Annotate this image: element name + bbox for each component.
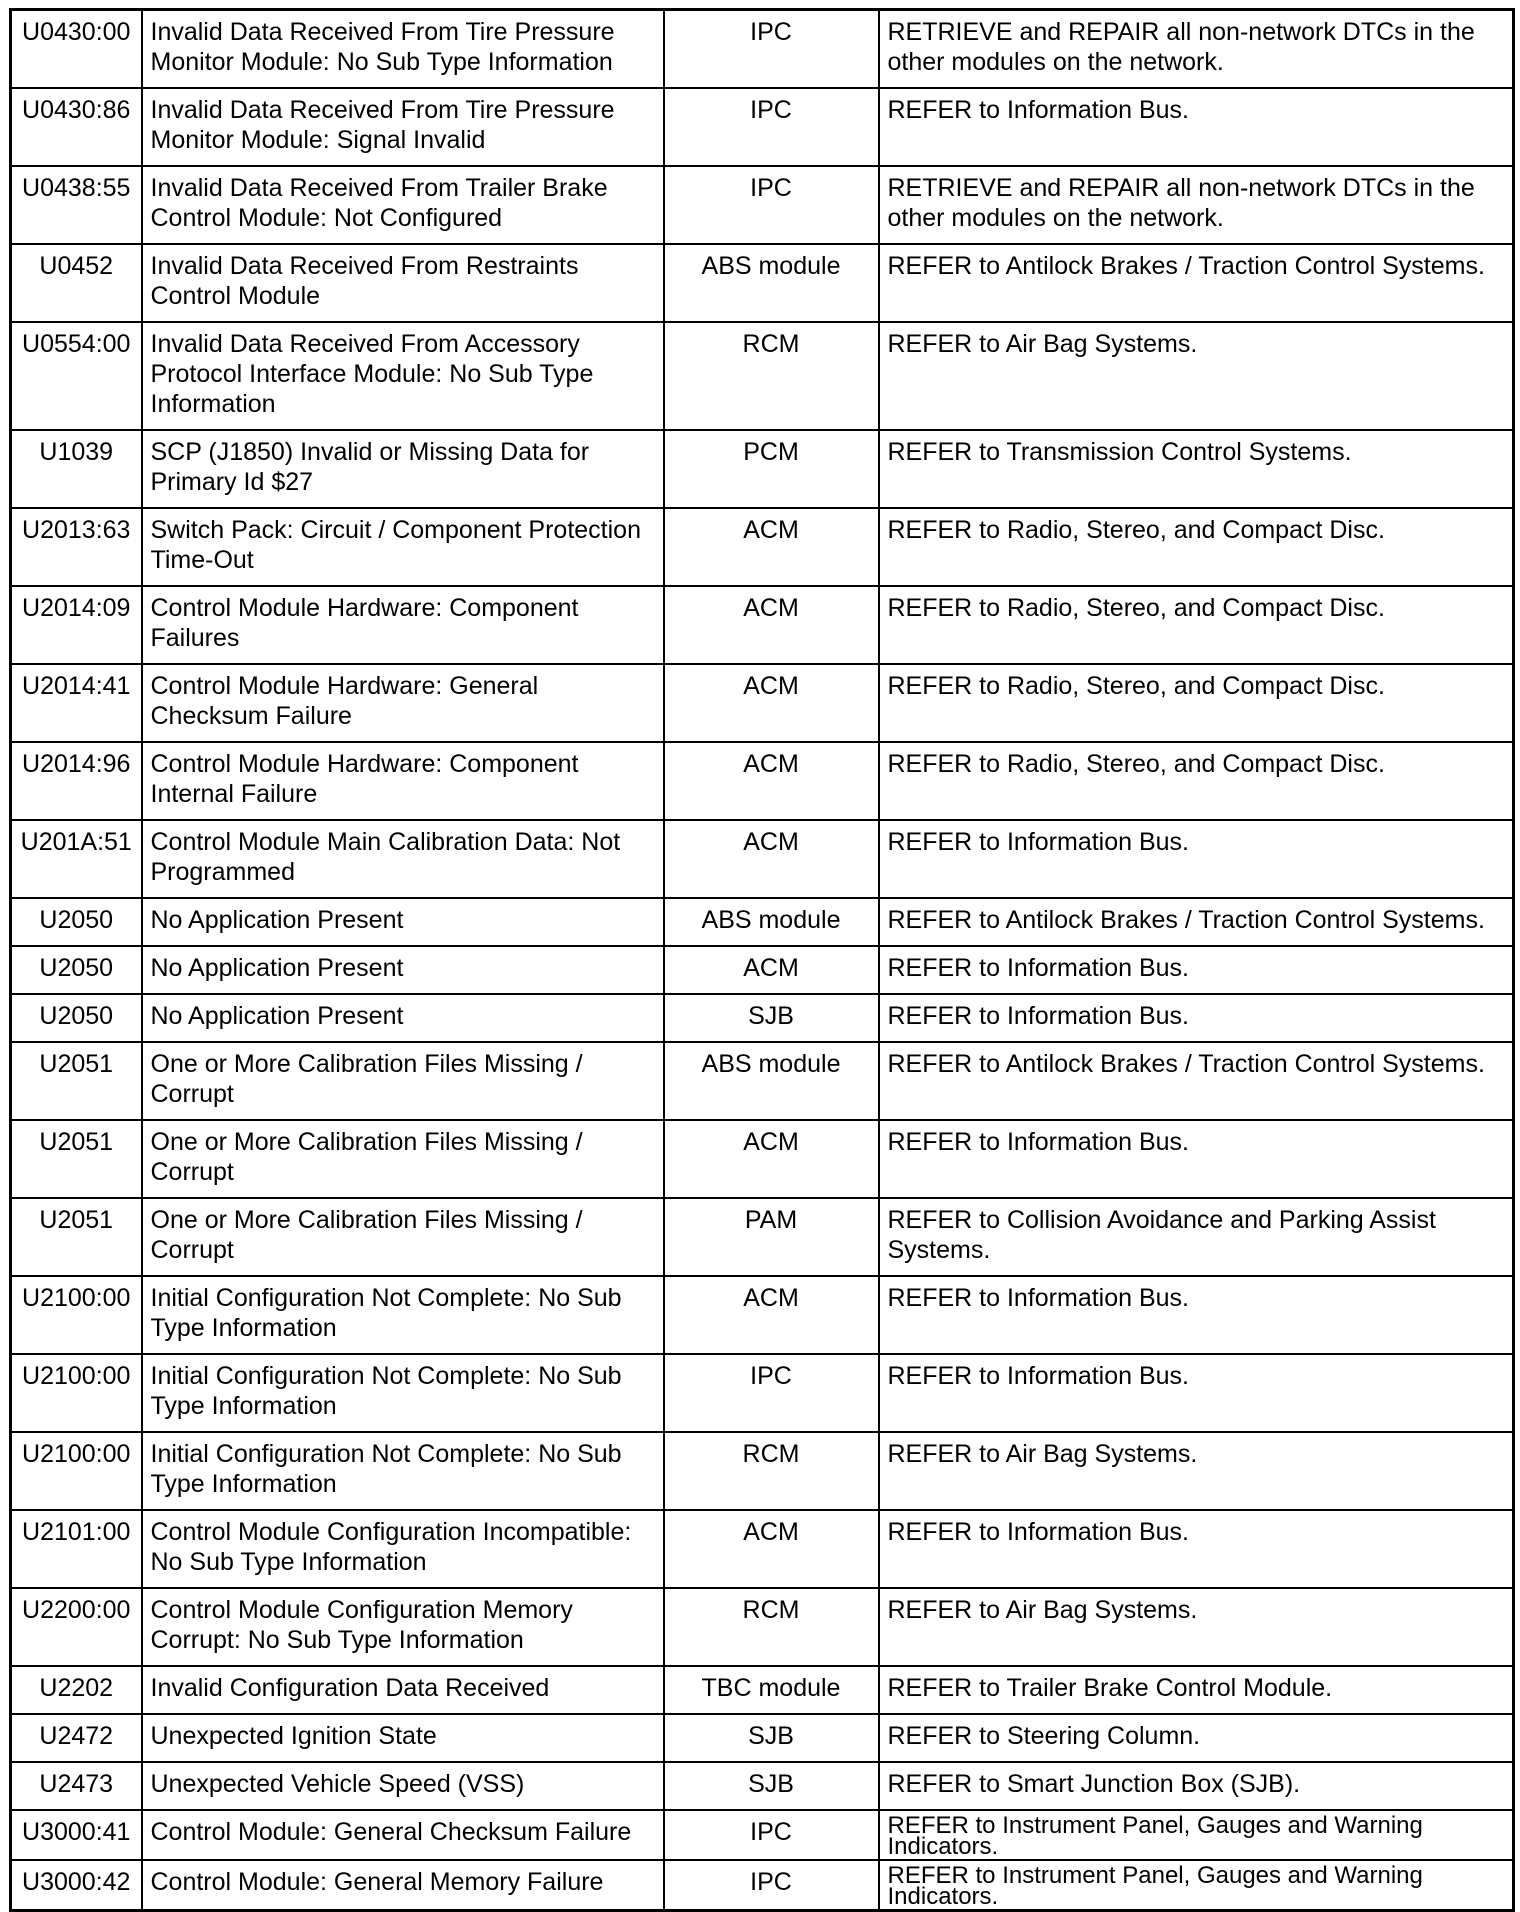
dtc-code-cell: U2050 <box>11 994 142 1042</box>
dtc-description-cell: Invalid Configuration Data Received <box>142 1666 664 1714</box>
dtc-module-cell: ACM <box>664 946 879 994</box>
dtc-module-cell: ABS module <box>664 244 879 322</box>
table-row <box>11 10 1514 88</box>
dtc-description-cell: Control Module Hardware: General Checksum Failure <box>142 664 664 742</box>
dtc-description-cell: Control Module Configuration Memory Corrupt: No Sub Type Information <box>142 1588 664 1666</box>
dtc-action-cell: REFER to Air Bag Systems. <box>879 1432 1514 1510</box>
dtc-module-cell: SJB <box>664 1714 879 1762</box>
dtc-action-cell: RETRIEVE and REPAIR all non-network DTCs in the other modules on the network. <box>879 166 1514 244</box>
dtc-description-cell: Invalid Data Received From Tire Pressure Monitor Module: No Sub Type Information <box>142 10 664 88</box>
dtc-module-cell: IPC <box>664 1354 879 1432</box>
dtc-code-cell: U2014:96 <box>11 742 142 820</box>
dtc-module-cell: RCM <box>664 322 879 430</box>
dtc-description-cell: Control Module Hardware: Component Internal Failure <box>142 742 664 820</box>
dtc-code-cell: U2101:00 <box>11 1510 142 1588</box>
dtc-description-cell: Invalid Data Received From Accessory Protocol Interface Module: No Sub Type Information <box>142 322 664 430</box>
dtc-action-cell: REFER to Instrument Panel, Gauges and Warning Indicators. <box>879 1860 1514 1911</box>
dtc-action-cell: REFER to Antilock Brakes / Traction Control Systems. <box>879 244 1514 322</box>
dtc-module-cell: ACM <box>664 586 879 664</box>
table-row <box>11 742 1514 820</box>
dtc-action-cell: REFER to Information Bus. <box>879 1354 1514 1432</box>
dtc-action-cell: REFER to Collision Avoidance and Parking Assist Systems. <box>879 1198 1514 1276</box>
dtc-description-cell: Unexpected Ignition State <box>142 1714 664 1762</box>
dtc-action-cell: REFER to Information Bus. <box>879 820 1514 898</box>
table-row <box>11 1354 1514 1432</box>
table-row <box>11 898 1514 946</box>
dtc-code-cell: U2100:00 <box>11 1276 142 1354</box>
table-row <box>11 1198 1514 1276</box>
dtc-code-cell: U2472 <box>11 1714 142 1762</box>
dtc-action-cell: RETRIEVE and REPAIR all non-network DTCs in the other modules on the network. <box>879 10 1514 88</box>
dtc-action-cell: REFER to Information Bus. <box>879 1276 1514 1354</box>
dtc-module-cell: ACM <box>664 1120 879 1198</box>
table-row <box>11 322 1514 430</box>
dtc-module-cell: IPC <box>664 10 879 88</box>
dtc-description-cell: Unexpected Vehicle Speed (VSS) <box>142 1762 664 1810</box>
dtc-code-cell: U2050 <box>11 898 142 946</box>
table-row <box>11 430 1514 508</box>
dtc-code-cell: U2473 <box>11 1762 142 1810</box>
dtc-action-cell: REFER to Air Bag Systems. <box>879 322 1514 430</box>
dtc-description-cell: No Application Present <box>142 994 664 1042</box>
dtc-action-cell: REFER to Radio, Stereo, and Compact Disc. <box>879 742 1514 820</box>
dtc-code-cell: U201A:51 <box>11 820 142 898</box>
dtc-module-cell: ACM <box>664 1510 879 1588</box>
dtc-action-cell: REFER to Information Bus. <box>879 88 1514 166</box>
table-row <box>11 1714 1514 1762</box>
dtc-description-cell: Control Module: General Checksum Failure <box>142 1810 664 1860</box>
dtc-table-body <box>11 10 1514 1911</box>
dtc-module-cell: TBC module <box>664 1666 879 1714</box>
dtc-code-cell: U2050 <box>11 946 142 994</box>
table-row <box>11 586 1514 664</box>
dtc-code-cell: U0554:00 <box>11 322 142 430</box>
dtc-action-cell: REFER to Antilock Brakes / Traction Control Systems. <box>879 1042 1514 1120</box>
table-row <box>11 664 1514 742</box>
table-row <box>11 1120 1514 1198</box>
table-row <box>11 1510 1514 1588</box>
dtc-module-cell: IPC <box>664 166 879 244</box>
dtc-module-cell: ACM <box>664 742 879 820</box>
dtc-description-cell: SCP (J1850) Invalid or Missing Data for Primary Id $27 <box>142 430 664 508</box>
dtc-module-cell: RCM <box>664 1432 879 1510</box>
dtc-code-cell: U2013:63 <box>11 508 142 586</box>
dtc-action-cell: REFER to Information Bus. <box>879 1510 1514 1588</box>
dtc-description-cell: One or More Calibration Files Missing / Corrupt <box>142 1120 664 1198</box>
dtc-table <box>9 8 1515 1912</box>
dtc-action-cell: REFER to Instrument Panel, Gauges and Warning Indicators. <box>879 1810 1514 1860</box>
dtc-code-cell: U1039 <box>11 430 142 508</box>
dtc-code-cell: U2200:00 <box>11 1588 142 1666</box>
table-row <box>11 508 1514 586</box>
dtc-action-cell: REFER to Smart Junction Box (SJB). <box>879 1762 1514 1810</box>
dtc-description-cell: One or More Calibration Files Missing / Corrupt <box>142 1198 664 1276</box>
table-row <box>11 244 1514 322</box>
dtc-code-cell: U0430:86 <box>11 88 142 166</box>
dtc-description-cell: Control Module Configuration Incompatible: No Sub Type Information <box>142 1510 664 1588</box>
dtc-code-cell: U0430:00 <box>11 10 142 88</box>
dtc-description-cell: Invalid Data Received From Trailer Brake Control Module: Not Configured <box>142 166 664 244</box>
dtc-code-cell: U2051 <box>11 1198 142 1276</box>
dtc-code-cell: U2014:41 <box>11 664 142 742</box>
table-row <box>11 820 1514 898</box>
table-row <box>11 1810 1514 1860</box>
dtc-description-cell: Control Module: General Memory Failure <box>142 1860 664 1911</box>
dtc-module-cell: IPC <box>664 1860 879 1911</box>
table-row <box>11 1588 1514 1666</box>
dtc-action-cell: REFER to Radio, Stereo, and Compact Disc. <box>879 508 1514 586</box>
dtc-action-cell: REFER to Air Bag Systems. <box>879 1588 1514 1666</box>
dtc-code-cell: U2051 <box>11 1042 142 1120</box>
dtc-module-cell: PCM <box>664 430 879 508</box>
dtc-action-cell: REFER to Radio, Stereo, and Compact Disc. <box>879 586 1514 664</box>
table-row <box>11 1666 1514 1714</box>
dtc-code-cell: U3000:42 <box>11 1860 142 1911</box>
dtc-action-cell: REFER to Trailer Brake Control Module. <box>879 1666 1514 1714</box>
dtc-module-cell: PAM <box>664 1198 879 1276</box>
dtc-module-cell: IPC <box>664 88 879 166</box>
dtc-description-cell: Switch Pack: Circuit / Component Protection Time-Out <box>142 508 664 586</box>
dtc-code-cell: U3000:41 <box>11 1810 142 1860</box>
table-row <box>11 166 1514 244</box>
dtc-code-cell: U2014:09 <box>11 586 142 664</box>
dtc-table-page <box>9 8 1515 1912</box>
dtc-action-cell: REFER to Information Bus. <box>879 994 1514 1042</box>
table-row <box>11 1276 1514 1354</box>
dtc-description-cell: Initial Configuration Not Complete: No Sub Type Information <box>142 1432 664 1510</box>
dtc-action-cell: REFER to Transmission Control Systems. <box>879 430 1514 508</box>
dtc-code-cell: U0452 <box>11 244 142 322</box>
dtc-module-cell: SJB <box>664 1762 879 1810</box>
dtc-module-cell: ACM <box>664 508 879 586</box>
dtc-action-cell: REFER to Information Bus. <box>879 1120 1514 1198</box>
dtc-description-cell: No Application Present <box>142 898 664 946</box>
dtc-code-cell: U2100:00 <box>11 1354 142 1432</box>
table-row <box>11 1762 1514 1810</box>
dtc-description-cell: Invalid Data Received From Restraints Control Module <box>142 244 664 322</box>
table-row <box>11 946 1514 994</box>
dtc-code-cell: U2100:00 <box>11 1432 142 1510</box>
dtc-description-cell: Control Module Hardware: Component Failures <box>142 586 664 664</box>
dtc-module-cell: ACM <box>664 1276 879 1354</box>
table-row <box>11 1860 1514 1911</box>
dtc-action-cell: REFER to Steering Column. <box>879 1714 1514 1762</box>
dtc-description-cell: Initial Configuration Not Complete: No Sub Type Information <box>142 1354 664 1432</box>
dtc-action-cell: REFER to Antilock Brakes / Traction Control Systems. <box>879 898 1514 946</box>
dtc-module-cell: SJB <box>664 994 879 1042</box>
dtc-description-cell: One or More Calibration Files Missing / Corrupt <box>142 1042 664 1120</box>
dtc-module-cell: RCM <box>664 1588 879 1666</box>
table-row <box>11 88 1514 166</box>
table-row <box>11 994 1514 1042</box>
table-row <box>11 1042 1514 1120</box>
dtc-module-cell: ABS module <box>664 1042 879 1120</box>
dtc-action-cell: REFER to Information Bus. <box>879 946 1514 994</box>
table-row <box>11 1432 1514 1510</box>
dtc-description-cell: Control Module Main Calibration Data: Not Programmed <box>142 820 664 898</box>
dtc-action-cell: REFER to Radio, Stereo, and Compact Disc. <box>879 664 1514 742</box>
dtc-description-cell: Invalid Data Received From Tire Pressure Monitor Module: Signal Invalid <box>142 88 664 166</box>
dtc-code-cell: U0438:55 <box>11 166 142 244</box>
dtc-code-cell: U2202 <box>11 1666 142 1714</box>
dtc-description-cell: No Application Present <box>142 946 664 994</box>
dtc-module-cell: ABS module <box>664 898 879 946</box>
dtc-code-cell: U2051 <box>11 1120 142 1198</box>
dtc-module-cell: ACM <box>664 664 879 742</box>
dtc-module-cell: IPC <box>664 1810 879 1860</box>
dtc-description-cell: Initial Configuration Not Complete: No Sub Type Information <box>142 1276 664 1354</box>
dtc-module-cell: ACM <box>664 820 879 898</box>
